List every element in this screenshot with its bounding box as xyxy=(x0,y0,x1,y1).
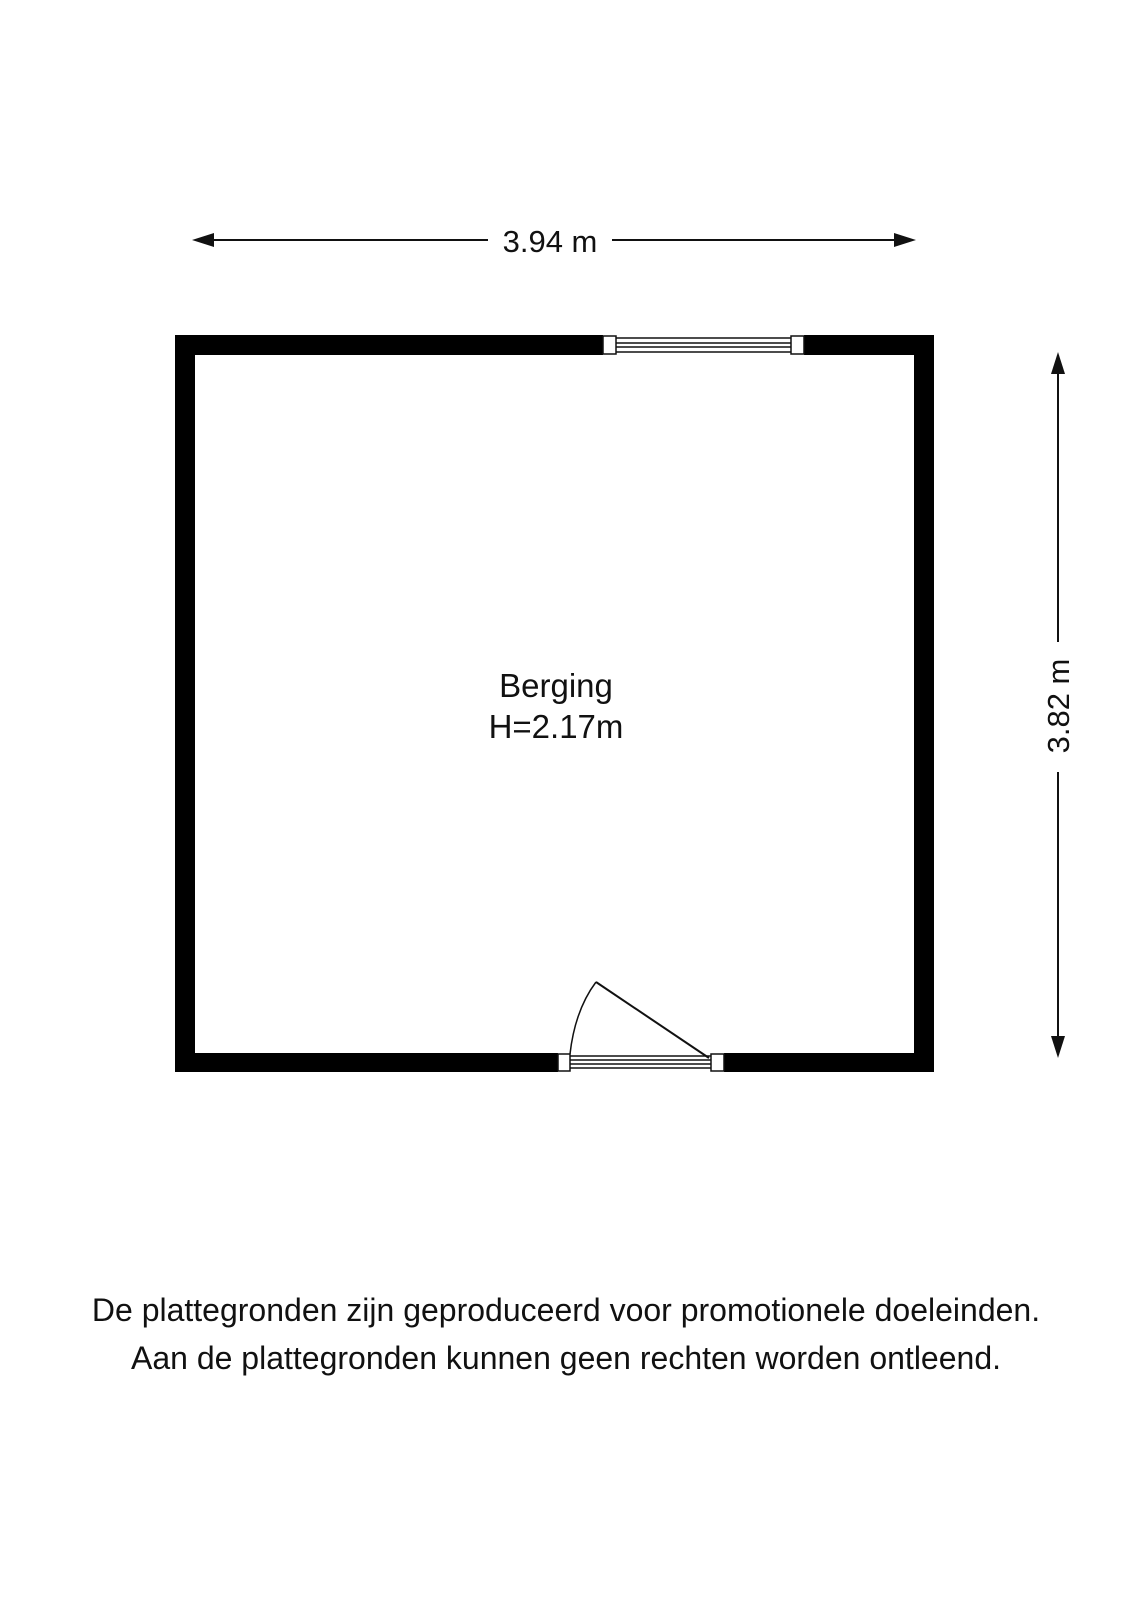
depth-dimension-label: 3.82 m xyxy=(1041,658,1076,754)
arrowhead-right-icon xyxy=(894,233,916,247)
room-name: Berging xyxy=(499,667,613,704)
door-jamb-right xyxy=(711,1054,724,1071)
door-jamb-left xyxy=(558,1054,570,1071)
depth-dimension xyxy=(1041,352,1076,1058)
door-leaf xyxy=(596,982,709,1058)
door xyxy=(558,982,724,1071)
disclaimer-line-1: De plattegronden zijn geproduceerd voor promotionele doeleinden. xyxy=(91,1292,1041,1328)
room-height: H=2.17m xyxy=(488,708,624,745)
room-label xyxy=(489,667,624,745)
window xyxy=(603,336,804,354)
wall-left xyxy=(175,335,195,1072)
disclaimer-line-2: Aan de plattegronden kunnen geen rechten worden ontleend. xyxy=(130,1340,1001,1376)
window-jamb-left xyxy=(603,336,616,354)
arrowhead-left-icon xyxy=(192,233,214,247)
wall-bottom-left xyxy=(175,1053,558,1072)
wall-top-left xyxy=(175,335,603,355)
width-dimension xyxy=(192,224,916,259)
window-jamb-right xyxy=(791,336,804,354)
width-dimension-label: 3.94 m xyxy=(502,224,598,259)
arrowhead-up-icon xyxy=(1051,352,1065,374)
door-swing-arc xyxy=(570,982,596,1054)
wall-bottom-right xyxy=(724,1053,934,1072)
arrowhead-down-icon xyxy=(1051,1036,1065,1058)
wall-right xyxy=(914,335,934,1072)
